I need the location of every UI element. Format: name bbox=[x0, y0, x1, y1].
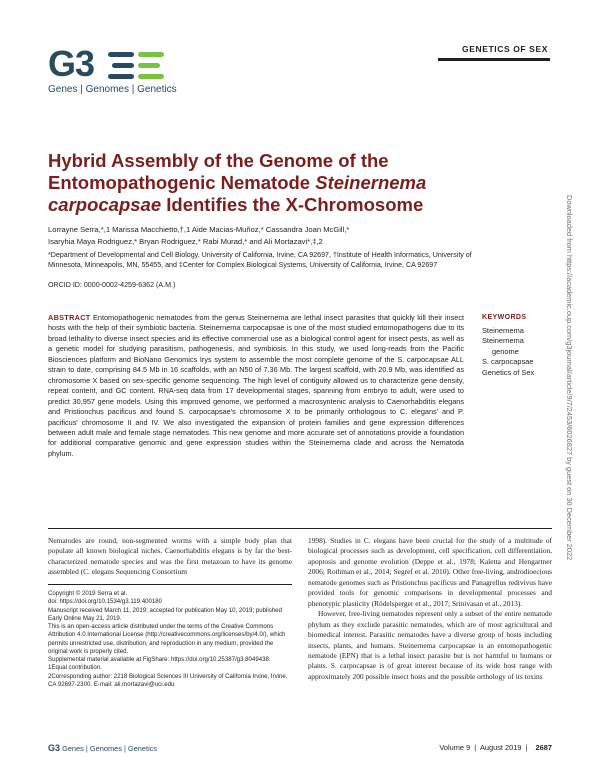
footer-page-info: Volume 9 | August 2019 | 2687 bbox=[439, 743, 552, 752]
section-label: GENETICS OF SEX bbox=[462, 44, 548, 54]
title-species: Steinernema carpocapsae bbox=[48, 172, 427, 215]
title-part-2: Identifies the X-Chromosome bbox=[161, 194, 424, 215]
logo-bar bbox=[108, 74, 134, 79]
download-note-text[interactable]: Downloaded from https://academic.oup.com/g3journal/article/9/7/2453/6026827 by guest on 30 December 2022 bbox=[565, 195, 574, 561]
copyright: Copyright © 2019 Serra et al. bbox=[48, 590, 128, 597]
logo-tagline: Genes | Genomes | Genetics bbox=[48, 84, 177, 95]
body-paragraph: However, free-living nematodes represent only a subset of the entire nematode phylum as they exclude parasitic nematodes, which are of most agricultural and biomedical interest. Parasitic nematodes have a diverse group of hosts including insects, plants, and humans. Steinernema carpocapsae is an entomopathogenic nematode (EPN) that is a lethal insect parasite but is not harmful to humans or plants. S. carpocapsae is of great interest because of its wide host range with approximately 200 possible insect hosts and the possible orthology of its toxins bbox=[308, 609, 552, 681]
logo-bars bbox=[108, 52, 168, 82]
journal-logo bbox=[48, 44, 188, 104]
doi-link[interactable]: doi: https://doi.org/10.1534/g3.119.400180 bbox=[48, 598, 163, 606]
footer-logo-mark: G3 bbox=[48, 743, 61, 753]
keywords-heading: KEYWORDS bbox=[482, 314, 527, 321]
abstract-text: Entomopathogenic nematodes from the genus Steinernema are lethal insect parasites that quickly kill their insect hosts with the help of their symbiotic bacteria. Steinernema carpocapsae is one of the most studied entomopathogens due to its broad lethality to diverse insect species and its effective commercial use as a biological control agent for insect pests, as well as a genetic model for studying parasitism, pathogenesis, and symbiosis. In this study, we used long-reads from the Pacific Biosciences platform and BioNano Genomics Irys system to assemble the most complete genome of the S. carpocapsae ALL strain to date, comprising 84.5 Mb in 16 scaffolds, with an N50 of 7.36 Mb. The largest scaffold, with 20.9 Mb, was identified as chromosome X based on sex-specific genome sequencing. The high level of contiguity allowed us to characterize gene density, repeat content, and GC content. RNA-seq data from 17 developmental stages, spanning from embryo to adult, were used to predict 30,957 gene models. Using this improved genome, we performed a macrosyntenic analysis to Caenorhabditis elegans and Pristionchus pacificus and found S. carpocapsae's chromosome X to be primarily orthologous to C. elegans' and P. pacificus' chromosome II and IV. We also investigated the expansion of protein families and gene expression differences between adult male and female stage nematodes. This new genome and more accurate set of annotations provide a foundation for additional comparative genomic and gene expression studies within the Steinernema clade and across the Nematoda phylum. bbox=[48, 313, 465, 458]
footer-logo bbox=[48, 743, 157, 753]
logo-wordmark: G3 bbox=[48, 43, 95, 84]
license-text: This is an open-access article distributed under the terms of the Creative Commons Attribution 4.0 International License (http://creativecommons.org/licenses/by/4.0/), which permits unrestricted use, distribution, and reproduction in any medium, provided the original work is properly cited. bbox=[48, 623, 286, 655]
abstract-divider bbox=[48, 528, 552, 529]
download-note bbox=[564, 195, 574, 730]
supplemental-link[interactable]: Supplemental material available at FigShare: https://doi.org/10.25387/g3.8049438. bbox=[48, 656, 271, 663]
logo-bar bbox=[112, 63, 134, 68]
logo-bar bbox=[138, 52, 164, 57]
footer-volume: Volume 9 bbox=[439, 743, 471, 752]
keywords-list bbox=[482, 326, 562, 379]
keyword-item: genome bbox=[492, 346, 519, 356]
article-title bbox=[48, 150, 468, 216]
logo-bar bbox=[108, 52, 134, 57]
footnote-equal: 1Equal contribution. bbox=[48, 664, 102, 672]
logo-bar bbox=[138, 74, 164, 79]
footer-date: August 2019 bbox=[479, 743, 522, 752]
author-list bbox=[48, 224, 548, 247]
keyword-item: S. carpocapsae bbox=[482, 357, 534, 366]
page-number: 2687 bbox=[535, 743, 552, 752]
intro-paragraph: Nematodes are round, non-segmented worms with a simple body plan that populate all known biological niches. Caenorhabditis elegans is by far the best-characterized nematode species and was the first metazoan to have its genome assembled (C. elegans Sequencing Consortium bbox=[48, 536, 292, 577]
keywords-box bbox=[482, 313, 562, 378]
keyword-item: Steinernema bbox=[482, 336, 524, 345]
article-info-rule bbox=[48, 584, 292, 585]
affiliations: *Department of Developmental and Cell Biology, University of California, Irvine, CA 92697, †Institute of Health Informatics, University of Minnesota, Minneapolis, MN, 55455, and ‡Center for Complex Biological Systems, University of California, Irvine, CA 92697 bbox=[48, 251, 472, 270]
abstract bbox=[48, 313, 464, 459]
title-part-1: Hybrid Assembly of the Genome of the Entomopathogenic Nematode bbox=[48, 150, 389, 193]
footer-logo-tagline: Genes | Genomes | Genetics bbox=[62, 744, 158, 753]
author-line: Isaryhia Maya Rodriguez,* Bryan Rodriguez,* Rabi Murad,* and Ali Mortazavi*,‡,2 bbox=[48, 236, 323, 246]
abstract-label: ABSTRACT bbox=[48, 313, 91, 322]
article-info bbox=[48, 590, 292, 689]
footnote-corresponding: 2Corresponding author: 2218 Biological Sciences III University of California Irvine, Irvine, CA 92697-2300. E-mail: ali.mortazavi@uci.edu bbox=[48, 672, 288, 688]
body-right-column bbox=[308, 536, 552, 682]
logo-bar bbox=[138, 63, 160, 68]
author-line: Lorrayne Serra,*,1 Marissa Macchietto,†,1 Aide Macias-Muñoz,* Cassandra Joan McGill,* bbox=[48, 225, 350, 234]
section-rule bbox=[438, 58, 550, 61]
manuscript-dates: Manuscript received March 11, 2019; accepted for publication May 10, 2019; published Early Online May 21, 2019. bbox=[48, 606, 282, 622]
orcid-id: ORCID ID: 0000-0002-4259-6362 (A.M.) bbox=[48, 281, 176, 289]
keyword-item: Genetics of Sex bbox=[482, 367, 535, 377]
keyword-item: Steinernema bbox=[482, 325, 524, 335]
body-paragraph: 1998). Studies in C. elegans have been crucial for the study of a multitude of biological processes such as development, cell specification, cell differentiation, apoptosis and genome evolution (Deppe et al., 1978; Kaletta and Hengartner 2006; Rothman et al., 2014; Segref et al. 2010). Other free-living, androdioecious nematode genomes such as Pristionchus pacificus and Panagrellus redivivus have provided tools for genomic comparisons in developmental processes and phenotypic plasticity (Rödelsperger et al., 2017; Srinivasan et al., 2013). bbox=[308, 536, 552, 608]
